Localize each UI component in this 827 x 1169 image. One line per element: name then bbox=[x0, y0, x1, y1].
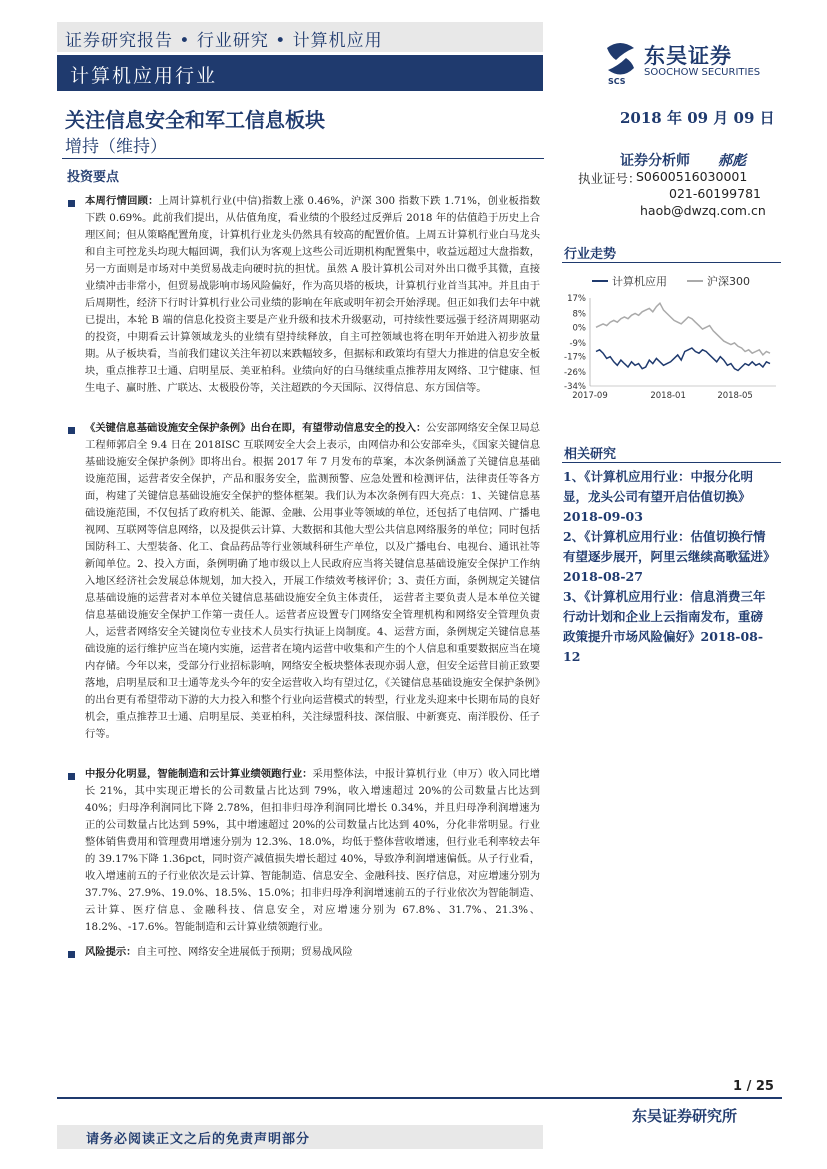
research-link[interactable]: 1、《计算机应用行业：中报分化明显，龙头公司有望开启估值切换》2018-09-03 bbox=[563, 469, 753, 524]
footer-divider bbox=[57, 1097, 782, 1099]
x-tick-label: 2018-05 bbox=[717, 391, 753, 401]
y-tick-label: -26% bbox=[564, 368, 586, 379]
industry-label: 计算机应用行业 bbox=[70, 65, 218, 87]
cert-label: 执业证号： bbox=[578, 171, 641, 186]
paragraph-body: 上周计算机行业(中信)指数上涨 0.46%，沪深 300 指数下跌 1.71%，创业板指数下跌 0.69%。此前我们提出，从估值角度，看业绩的个股经过反弹后 2018 年的估值趋于历史上合理区间；但从策略配置角度，计算机行业龙头仍然具有较高的配置价值。上周五计算机行业白马龙头和自主可控龙头均现大幅回调，我们认为客观上这些公司近期机构配置集中，收益远超过大盘指数，另一方面则是市场对中美贸易战走向硬时抗的担忧。虽然 A 股计算机公司对外出口微乎其微，直接业绩冲击非常小，但贸易战影响市场风险偏好，作为高贝塔的板块，计算机行业首当其冲。并且由于后周期性，经济下行时计算机行业公司业绩的影响在年底或明年初会开始浮现。但正如我们去年中就已提出，本轮 B 端的信息化投资主要是产业升级和技术升级驱动，可持续性要远强于经济周期驱动的投资，中期看云计算领域龙头的业绩有望持续释放，自主可控领域也将在明年开始进入初步放量期。从子板块看，当前我们建议关注年初以来跌幅较多，但据标和政策均有望大力推进的信息安全板块，重点推荐卫士通、启明星辰、美亚柏科。业绩向好的白马继续重点推荐用友网络、卫宁健康、恒生电子、赢时胜、广联达、太极股份等，关注超跌的今天国际、汉得信息、东方国信等。 bbox=[85, 195, 541, 394]
paragraph-interim-results bbox=[85, 766, 540, 936]
y-tick-label: -17% bbox=[564, 352, 586, 363]
y-tick-label: -9% bbox=[569, 338, 586, 349]
paragraph-body: 采用整体法，中报计算机行业（申万）收入同比增长 21%，其中实现正增长的公司数量占比达到 79%，收入增速超过 20%的公司数量占比达到 40%；归母净利润同比下降 2.78%，但扣非归母净利润同比增长 0.34%，并且归母净利润增速为正的公司数量占比达到 59%，其中增速超过 20%的公司数量占比达到 40%，分化非常明显。行业整体销售费用和管理费用增速分别为 12.3%、18.0%，均低于整体营收增速，但行业毛利率较去年的 39.17%下降 1.36pct，同时资产减值损失增长超过 40%，导致净利润增速偏低。从子行业看，收入增速前五的子行业依次是云计算、智能制造、信息安全、金融科技、医疗信息，对应增速分别为 37.7%、27.9%、19.0%、18.5%、15.0%；扣非归母净利润增速前五的子行业依次为智能制造、云计算、医疗信息、金融科技、信息安全，对应增速分别为 67.8%、31.7%、21.3%、18.2%、-17.6%。智能制造和云计算业绩领跑行业。 bbox=[85, 768, 541, 933]
paragraph-body: 公安部网络安全保卫局总工程师郭启全 9.4 日在 2018ISC 互联网安全大会上表示，由网信办和公安部牵头，《国家关键信息基础设施安全保护条例》即将出台。根据 2017 年 7 月发布的草案，本次条例涵盖了关键信息基础设施范围，运营者安全保护，产品和服务安全，监测预警、应急处置和检测评估，法律责任等各方面，构建了关键信息基础设施安全保护的整体框架。我们认为本次条例有四大亮点：1、关键信息基础设施范围，不仅包括了政府机关、能源、金融、公用事业等领域的单位，还包括了电信网、广播电视网、互联网等信息网络，以及提供云计算、大数据和其他大型公共信息网络服务的单位；同时包括国防科工、大型装备、化工、食品药品等行业领域科研生产单位，以及广播电台、电视台、通讯社等新闻单位。2、投入方面，条例明确了地市级以上人民政府应当将关键信息基础设施安全保护工作纳入地区经济社会发展总体规划，加大投入，开展工作绩效考核评价；3、责任方面，条例规定关键信息基础设施的运营者对本单位关键信息基础设施安全负主体责任， 运营者主要负责人是本单位关键信息基础设施安全保护工作第一责任人。运营者应设置专门网络安全管理机构和网络安全管理负责人，运营者网络安全关键岗位专业技术人员实行执证上岗制度。4、运营方面，条例规定关键信息基础设施的运行维护应当在境内实施，运营者在境内运营中收集和产生的个人信息和重要数据应当在境内存储。今年以来，受部分行业招标影响，网络安全板块整体表现亦弱人意，但安全运营目前正致要落地，启明星辰和卫士通等龙头今年的安全运营收入均有望过亿，《关键信息基础设施安全保护条例》的出台更有希望带动下游的大力投入和整个行业向运营模式的转型，行业龙头迎来中长期布局的良好机会，重点推荐卫士通、启明星辰、美亚柏科，关注绿盟科技、深信服、中新赛克、南洋股份、任子行等。 bbox=[85, 422, 541, 740]
trend-heading: 行业走势 bbox=[564, 247, 617, 262]
related-research-heading: 相关研究 bbox=[564, 447, 617, 462]
paragraph-lead: 《关键信息基础设施安全保护条例》出台在即，有望带动信息安全的投入： bbox=[85, 422, 427, 434]
x-tick-label: 2018-01 bbox=[650, 391, 686, 401]
report-title: 关注信息安全和军工信息板块 bbox=[65, 108, 325, 132]
chart-legend bbox=[592, 274, 750, 288]
section-heading: 投资要点 bbox=[67, 170, 120, 185]
series-line-computer-app bbox=[596, 348, 770, 371]
paragraph-lead: 本周行情回顾： bbox=[85, 195, 159, 207]
disclaimer-text: 请务必阅读正文之后的免责声明部分 bbox=[86, 1132, 311, 1147]
trend-divider bbox=[562, 262, 781, 263]
x-tick-label: 2017-09 bbox=[572, 391, 608, 401]
y-tick-label: -34% bbox=[564, 382, 586, 392]
bullet-icon bbox=[68, 773, 75, 780]
breadcrumb: 证券研究报告 • 行业研究 • 计算机应用 bbox=[65, 31, 383, 51]
bullet-icon bbox=[68, 427, 75, 434]
analyst-email[interactable]: haob@dwzq.com.cn bbox=[640, 203, 766, 218]
logo-mark-top bbox=[607, 43, 634, 60]
logo-text-cn: 东吴证券 bbox=[644, 44, 732, 68]
logo-text-en: SOOCHOW SECURITIES bbox=[644, 67, 761, 78]
logo-mark-bottom bbox=[608, 58, 634, 75]
research-link[interactable]: 2、《计算机应用行业：估值切换行情有望逐步展开，阿里云继续高歌猛进》2018-08-27 bbox=[563, 529, 770, 584]
related-research-divider bbox=[562, 462, 781, 463]
chart-x-axis bbox=[572, 386, 776, 401]
paragraph-market-review bbox=[85, 193, 540, 397]
bullet-icon bbox=[68, 200, 75, 207]
y-tick-label: 0% bbox=[572, 323, 586, 334]
page-number: 1 / 25 bbox=[733, 1079, 774, 1094]
analyst-name: 郝彪 bbox=[718, 153, 746, 169]
research-link[interactable]: 3、《计算机应用行业：信息消费三年行动计划和企业上云指南发布，重磅政策提升市场风险偏好》2018-08-12 bbox=[563, 589, 766, 664]
y-tick-label: 8% bbox=[572, 309, 586, 320]
paragraph-body: 自主可控、网络安全进展低于预期；贸易战风险 bbox=[136, 946, 353, 958]
report-rating: 增持（维持） bbox=[65, 137, 167, 157]
y-tick-label: 17% bbox=[567, 294, 586, 304]
analyst-title: 证券分析师 bbox=[620, 153, 690, 169]
cert-number: S0600516030001 bbox=[636, 169, 748, 184]
chart-series bbox=[596, 303, 770, 370]
paragraph-lead: 风险提示： bbox=[85, 946, 137, 958]
chart-y-axis bbox=[564, 294, 590, 392]
title-divider bbox=[62, 158, 544, 159]
series-line-hs300 bbox=[596, 303, 770, 355]
footer-org: 东吴证券研究所 bbox=[632, 1107, 738, 1125]
legend-label: 沪深300 bbox=[707, 275, 750, 288]
logo-badge: SCS bbox=[608, 77, 626, 86]
industry-trend-chart bbox=[562, 268, 781, 408]
paragraph-security-regulation bbox=[85, 420, 540, 743]
legend-label: 计算机应用 bbox=[612, 275, 667, 288]
report-date: 2018 年 09 月 09 日 bbox=[620, 109, 775, 127]
paragraph-lead: 中报分化明显，智能制造和云计算业绩领跑行业： bbox=[85, 768, 313, 780]
bullet-icon bbox=[68, 951, 75, 958]
analyst-phone: 021-60199781 bbox=[669, 186, 761, 201]
paragraph-risk bbox=[85, 944, 540, 961]
